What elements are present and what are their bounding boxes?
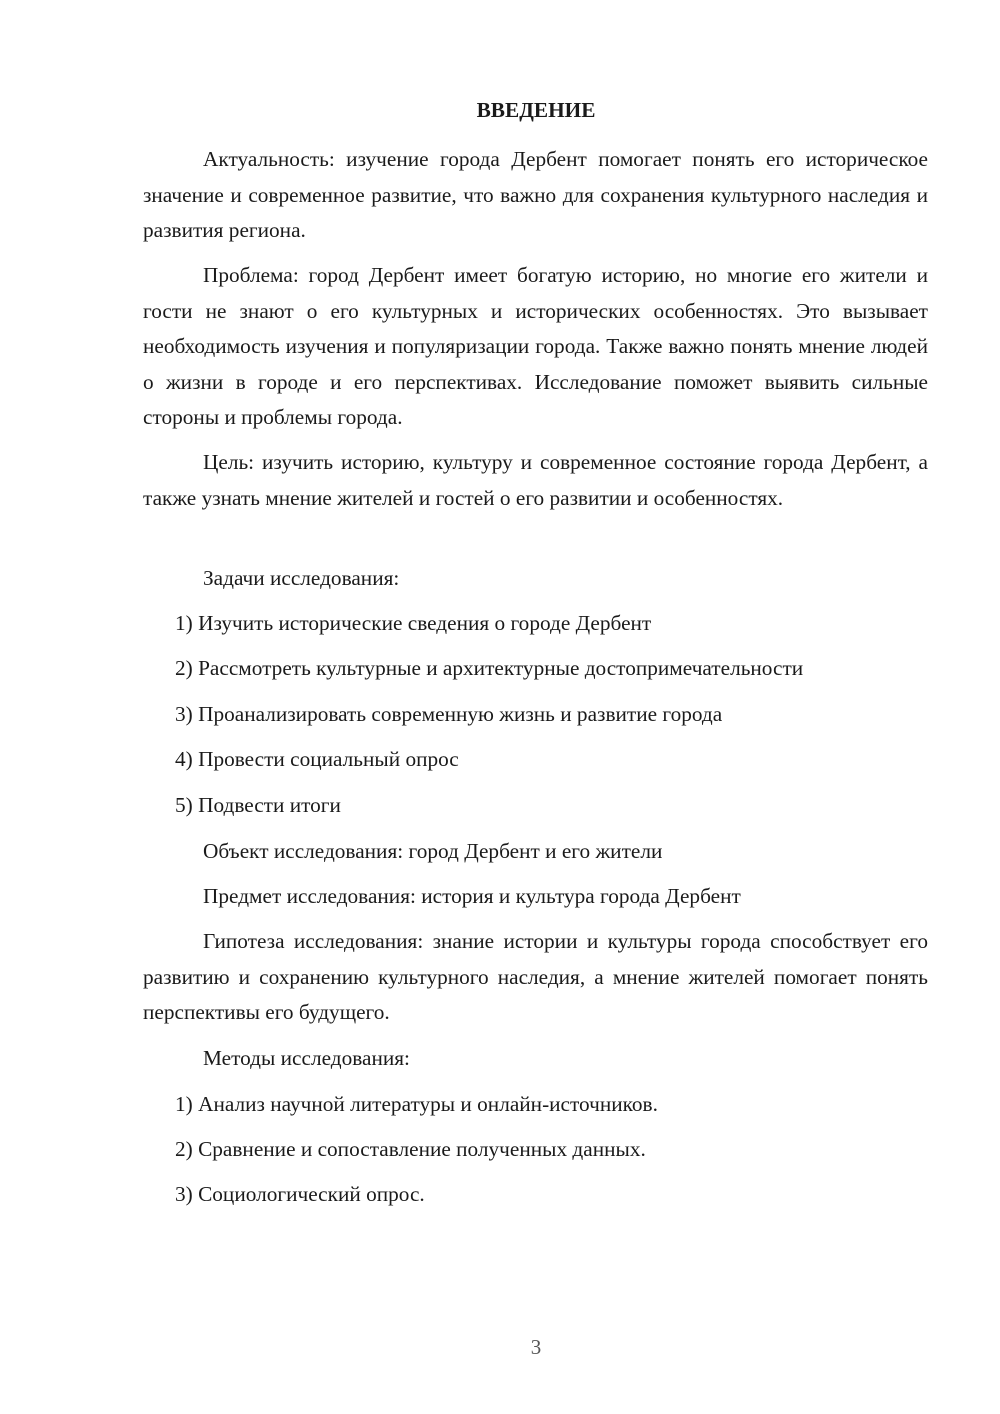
task-item: 4) Провести социальный опрос [175,747,459,771]
task-item: 3) Проанализировать современную жизнь и развитие города [175,702,723,726]
paragraph-goal: Цель: изучить историю, культуру и современное состояние города Дербент, а также узнать мнение жителей и гостей о его развитии и особенностях. [143,450,928,510]
paragraph-relevance: Актуальность: изучение города Дербент помогает понять его историческое значение и современное развитие, что важно для сохранения культурного наследия и развития региона. [143,147,928,242]
method-item: 1) Анализ научной литературы и онлайн-источников. [175,1092,658,1116]
research-object: Объект исследования: город Дербент и его жители [203,839,663,863]
paragraph-problem: Проблема: город Дербент имеет богатую историю, но многие его жители и гости не знают о его культурных и исторических особенностях. Это вызывает необходимость изучения и популяризации города. Также важно понять мнение людей о жизни в городе и его перспективах. Исследование поможет выявить сильные стороны и проблемы города. [143,263,928,429]
tasks-heading: Задачи исследования: [203,566,400,590]
method-item: 3) Социологический опрос. [175,1182,425,1206]
paragraph-hypothesis: Гипотеза исследования: знание истории и культуры города способствует его развитию и сохранению культурного наследия, а мнение жителей помогает понять перспективы его будущего. [143,929,928,1024]
task-item: 2) Рассмотреть культурные и архитектурные достопримечательности [175,656,804,680]
page-number: 3 [530,1335,542,1359]
task-item: 5) Подвести итоги [175,793,341,817]
task-item: 1) Изучить исторические сведения о городе Дербент [175,611,652,635]
method-item: 2) Сравнение и сопоставление полученных данных. [175,1137,646,1161]
page-title: ВВЕДЕНИЕ [476,98,596,122]
research-subject: Предмет исследования: история и культура города Дербент [203,884,741,908]
methods-heading: Методы исследования: [203,1046,410,1070]
